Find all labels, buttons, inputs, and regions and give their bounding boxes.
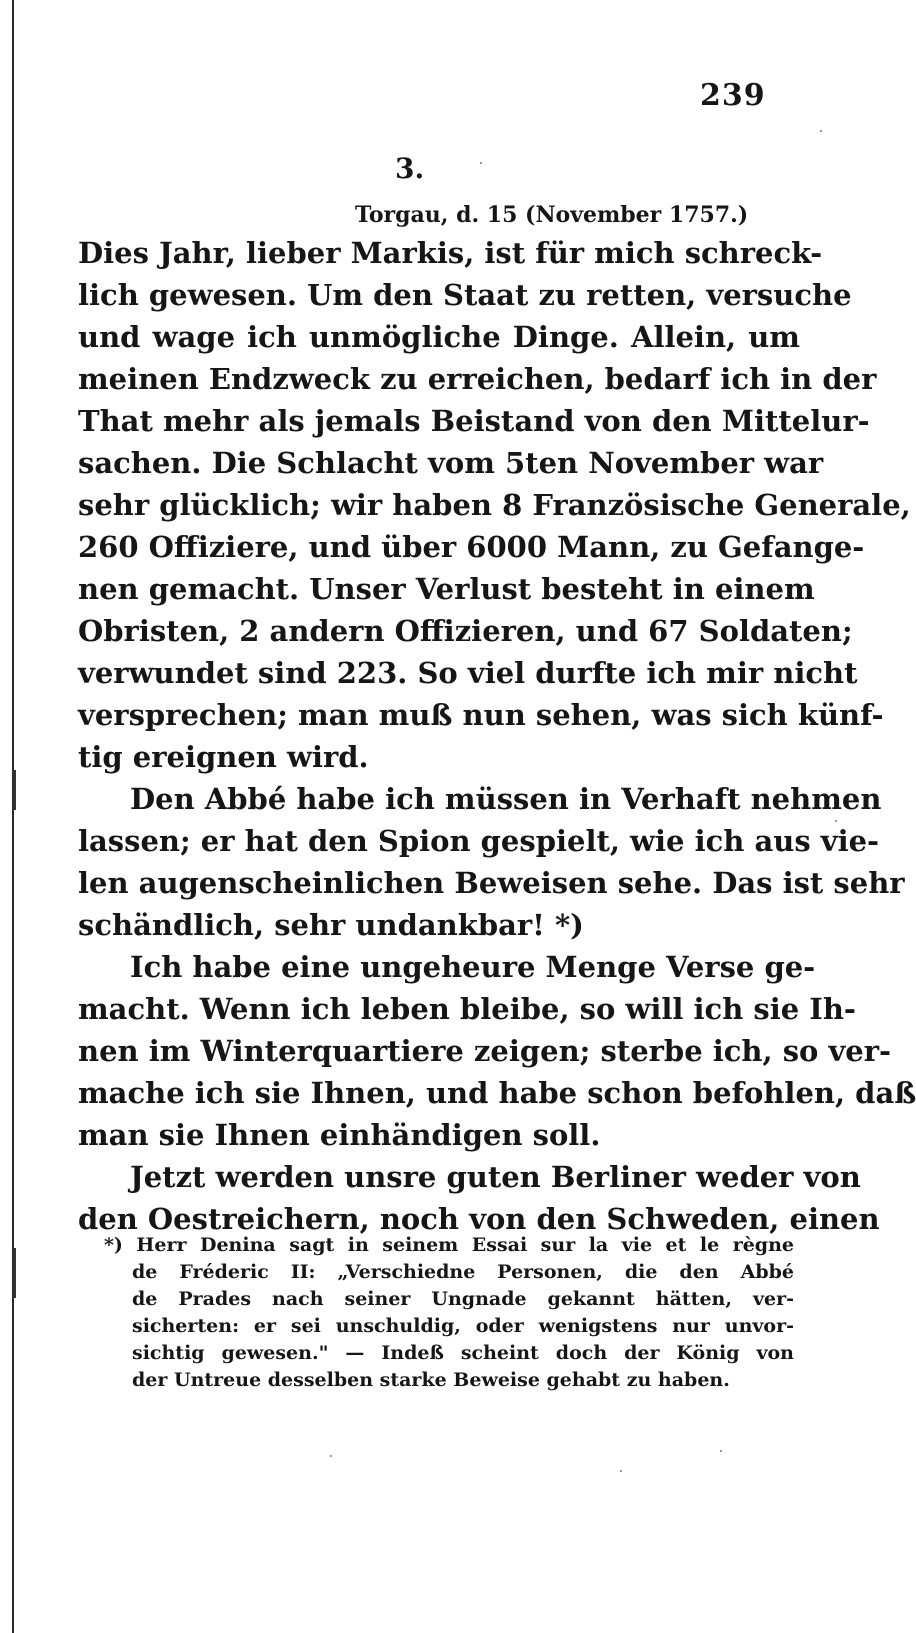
- text-line: verwundet sind 223. So viel durfte ich mir nicht: [78, 656, 858, 690]
- paper-speck: [820, 130, 822, 132]
- text-line: und wage ich unmögliche Dinge. Allein, um: [78, 320, 800, 354]
- text-line: Obristen, 2 andern Offizieren, und 67 Soldaten;: [78, 614, 853, 648]
- text-line: man sie Ihnen einhändigen soll.: [78, 1118, 601, 1152]
- text-line: len augenscheinlichen Beweisen sehe. Das ist sehr: [78, 866, 905, 900]
- text-line: mache ich sie Ihnen, und habe schon befohlen, daß: [78, 1076, 916, 1110]
- footnote-line: de Prades nach seiner Ungnade gekannt hätten, ver-: [132, 1288, 794, 1310]
- text-line: versprechen; man muß nun sehen, was sich künf-: [78, 698, 884, 732]
- main-text: [78, 232, 916, 1240]
- text-line: meinen Endzweck zu erreichen, bedarf ich in der: [78, 362, 877, 396]
- text-line: sehr glücklich; wir haben 8 Französische Generale,: [78, 488, 911, 522]
- text-line: nen gemacht. Unser Verlust besteht in einem: [78, 572, 815, 606]
- text-line: Jetzt werden unsre guten Berliner weder von: [130, 1160, 861, 1194]
- text-line: Ich habe eine ungeheure Menge Verse ge-: [130, 950, 816, 984]
- page-number: 239: [700, 78, 766, 113]
- binding-mark: [13, 1248, 16, 1298]
- page-edge-line: [12, 0, 14, 1633]
- paper-speck: [720, 1450, 722, 1452]
- text-line: Dies Jahr, lieber Markis, ist für mich schreck-: [78, 236, 823, 270]
- text-line: tig ereignen wird.: [78, 740, 369, 774]
- dateline: Torgau, d. 15 (November 1757.): [355, 202, 749, 228]
- paper-speck: [620, 1470, 622, 1472]
- footnote-line: der Untreue desselben starke Beweise gehabt zu haben.: [132, 1369, 730, 1391]
- text-line: 260 Offiziere, und über 6000 Mann, zu Gefange-: [78, 530, 865, 564]
- footnote-line: sicherten: er sei unschuldig, oder wenigstens nur unvor-: [132, 1315, 794, 1337]
- text-line: Den Abbé habe ich müssen in Verhaft nehmen: [130, 782, 882, 816]
- footnote-line: sichtig gewesen." — Indeß scheint doch der König von: [132, 1342, 794, 1364]
- footnote: [104, 1232, 794, 1394]
- letter-number: 3.: [395, 152, 425, 185]
- paper-speck: [330, 1455, 332, 1457]
- text-line: nen im Winterquartiere zeigen; sterbe ich, so ver-: [78, 1034, 892, 1068]
- text-line: den Oestreichern, noch von den Schweden, einen: [78, 1202, 880, 1236]
- paper-speck: [835, 820, 837, 822]
- footnote-line: *) Herr Denina sagt in seinem Essai sur la vie et le règne: [104, 1234, 794, 1256]
- text-line: macht. Wenn ich leben bleibe, so will ich sie Ih-: [78, 992, 856, 1026]
- text-line: That mehr als jemals Beistand von den Mittelur-: [78, 404, 870, 438]
- text-line: schändlich, sehr undankbar! *): [78, 908, 584, 942]
- text-line: lich gewesen. Um den Staat zu retten, versuche: [78, 278, 852, 312]
- footnote-line: de Fréderic II: „Verschiedne Personen, die den Abbé: [132, 1261, 794, 1283]
- text-line: sachen. Die Schlacht vom 5ten November war: [78, 446, 824, 480]
- binding-mark: [13, 770, 16, 810]
- paper-speck: [480, 162, 482, 164]
- text-line: lassen; er hat den Spion gespielt, wie ich aus vie-: [78, 824, 880, 858]
